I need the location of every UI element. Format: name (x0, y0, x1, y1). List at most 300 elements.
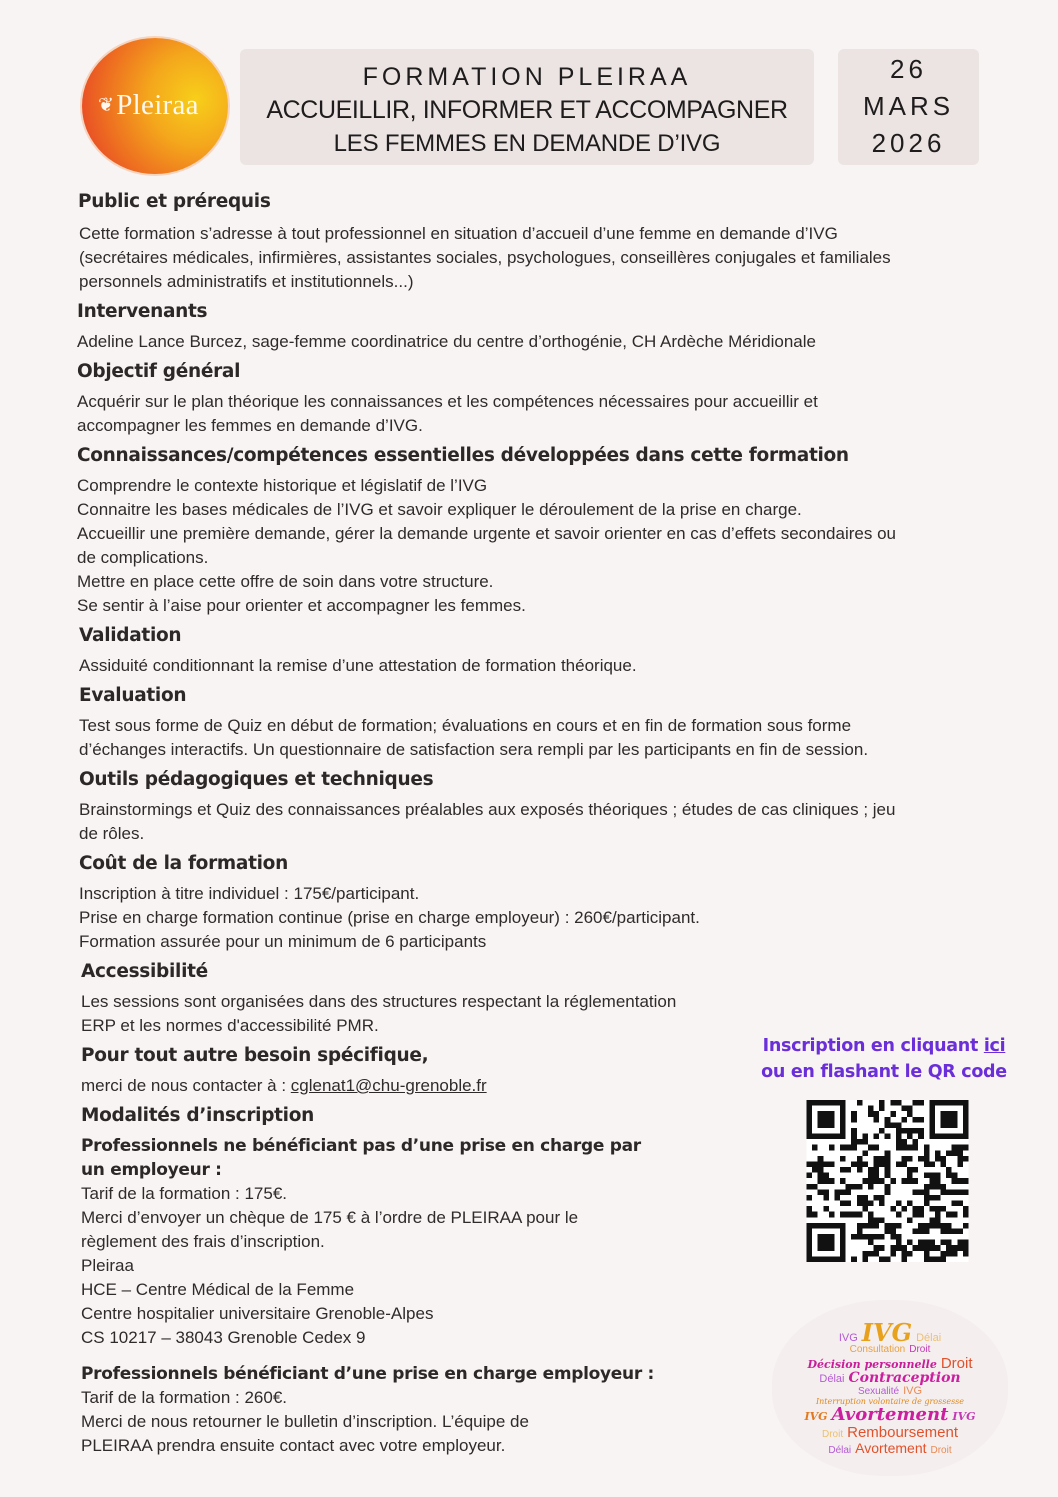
modalites-sub1-line: CS 10217 – 38043 Grenoble Cedex 9 (81, 1328, 366, 1347)
qr-module (868, 1223, 874, 1229)
qr-module (807, 1111, 813, 1117)
qr-module (823, 1122, 829, 1128)
qr-module (963, 1156, 969, 1162)
qr-module (874, 1234, 880, 1240)
cloud-word: IVG (804, 1409, 828, 1423)
qr-module (857, 1201, 863, 1207)
qr-module (896, 1100, 902, 1106)
objectif-line: accompagner les femmes en demande d’IVG. (77, 416, 423, 435)
date-day: 26 (890, 54, 927, 84)
qr-module (896, 1201, 902, 1207)
qr-module (874, 1245, 880, 1251)
qr-module (924, 1156, 930, 1162)
qr-module (935, 1245, 941, 1251)
qr-module (874, 1217, 880, 1223)
qr-module (885, 1161, 891, 1167)
modalites-sub1-line: HCE – Centre Médical de la Femme (81, 1280, 355, 1299)
qr-module (913, 1189, 919, 1195)
qr-module (840, 1167, 846, 1173)
qr-module (935, 1100, 941, 1106)
qr-module (807, 1234, 813, 1240)
cloud-row (819, 1371, 960, 1386)
qr-module (918, 1206, 924, 1212)
qr-module (818, 1173, 824, 1179)
cloud-word: Avortement (855, 1439, 927, 1456)
qr-module (823, 1234, 829, 1240)
qr-module (840, 1134, 846, 1140)
qr-module (823, 1189, 829, 1195)
qr-module (929, 1240, 935, 1246)
qr-module (896, 1212, 902, 1218)
cloud-word: Délai (819, 1373, 845, 1386)
qr-module (941, 1111, 947, 1117)
qr-module (829, 1161, 835, 1167)
qr-module (901, 1145, 907, 1151)
qr-module (957, 1201, 963, 1207)
modalites-sub2-line: Tarif de la formation : 260€. (81, 1388, 288, 1407)
qr-module (823, 1206, 829, 1212)
qr-module (913, 1228, 919, 1234)
qr-module (901, 1251, 907, 1257)
qr-module (874, 1223, 880, 1229)
qr-module (807, 1223, 813, 1229)
modalites-sub1-line: Pleiraa (81, 1256, 134, 1275)
qr-module (812, 1161, 818, 1167)
qr-module (840, 1223, 846, 1229)
qr-module (851, 1134, 857, 1140)
qr-module (957, 1228, 963, 1234)
qr-module (952, 1173, 958, 1179)
qr-module (818, 1156, 824, 1162)
qr-module (924, 1223, 930, 1229)
qr-module (941, 1206, 947, 1212)
qr-module (818, 1234, 824, 1240)
qr-module (913, 1178, 919, 1184)
cloud-row (858, 1386, 922, 1398)
qr-module (946, 1122, 952, 1128)
qr-module (812, 1167, 818, 1173)
qr-module (935, 1256, 941, 1262)
section-title-cout: Coût de la formation (79, 853, 288, 874)
inscription-callout (750, 1033, 1018, 1085)
qr-module (941, 1228, 947, 1234)
qr-module (963, 1134, 969, 1140)
qr-module (941, 1189, 947, 1195)
qr-module (901, 1117, 907, 1123)
qr-module (812, 1184, 818, 1190)
qr-module (896, 1145, 902, 1151)
qr-module (952, 1134, 958, 1140)
cloud-word: Contraception (848, 1370, 961, 1387)
qr-module (807, 1206, 813, 1212)
outils-line: Brainstormings et Quiz des connaissances préalables aux exposés théoriques ; études de cas cliniques ; jeu (79, 800, 896, 819)
qr-module (823, 1195, 829, 1201)
qr-module (896, 1245, 902, 1251)
modalites-sub1-line: Centre hospitalier universitaire Grenoble-Alpes (81, 1304, 434, 1323)
qr-module (857, 1139, 863, 1145)
qr-module (840, 1201, 846, 1207)
cloud-word: Délai (828, 1444, 852, 1456)
cloud-word: Consultation (849, 1344, 906, 1356)
qr-module (918, 1117, 924, 1123)
qr-module (941, 1161, 947, 1167)
qr-module (879, 1201, 885, 1207)
qr-module (868, 1173, 874, 1179)
qr-module (929, 1173, 935, 1179)
qr-module (851, 1128, 857, 1134)
qr-module (885, 1134, 891, 1140)
qr-module (935, 1150, 941, 1156)
contact-line (81, 1074, 487, 1098)
qr-module (807, 1184, 813, 1190)
qr-module (868, 1234, 874, 1240)
date-year: 2026 (871, 128, 946, 158)
qr-module (957, 1134, 963, 1140)
qr-module (952, 1122, 958, 1128)
qr-module (907, 1201, 913, 1207)
qr-module (829, 1223, 835, 1229)
qr-module (829, 1240, 835, 1246)
section-title-modalites: Modalités d’inscription (81, 1105, 315, 1126)
qr-module (807, 1251, 813, 1257)
qr-module (823, 1111, 829, 1117)
public-line: Cette formation s’adresse à tout professionnel en situation d’accueil d’une femme en demande d’IVG (79, 224, 838, 243)
modalites-sub1-title: un employeur : (81, 1160, 222, 1180)
cloud-row (808, 1356, 973, 1372)
qr-module (818, 1245, 824, 1251)
qr-module (823, 1173, 829, 1179)
qr-module (924, 1251, 930, 1257)
qr-module (868, 1106, 874, 1112)
qr-module (901, 1178, 907, 1184)
qr-module (913, 1167, 919, 1173)
qr-module (963, 1100, 969, 1106)
qr-module (862, 1251, 868, 1257)
qr-module (834, 1189, 840, 1195)
qr-module (823, 1178, 829, 1184)
qr-module (840, 1178, 846, 1184)
qr-module (935, 1134, 941, 1140)
qr-module (874, 1117, 880, 1123)
qr-module (946, 1100, 952, 1106)
qr-module (946, 1212, 952, 1218)
qr-module (941, 1156, 947, 1162)
qr-module (829, 1234, 835, 1240)
qr-module (807, 1212, 813, 1218)
qr-module (957, 1240, 963, 1246)
qr-module (901, 1206, 907, 1212)
qr-module (896, 1240, 902, 1246)
qr-module (868, 1184, 874, 1190)
qr-module (868, 1217, 874, 1223)
qr-module (885, 1167, 891, 1173)
qr-module (952, 1111, 958, 1117)
contact-prefix: merci de nous contacter à : (81, 1076, 291, 1095)
cloud-word: IVG (903, 1385, 923, 1398)
inscription-prefix: Inscription en cliquant (762, 1036, 984, 1056)
qr-module (918, 1223, 924, 1229)
validation-line: Assiduité conditionnant la remise d’une attestation de formation théorique. (79, 656, 637, 675)
qr-module (957, 1178, 963, 1184)
date-month: MARS (862, 91, 955, 121)
cloud-row (804, 1403, 976, 1425)
cloud-word: IVG (838, 1331, 858, 1344)
qr-module (929, 1106, 935, 1112)
qr-module (857, 1167, 863, 1173)
qr-module (818, 1161, 824, 1167)
modalites-sub1-line: Merci d’envoyer un chèque de 175 € à l’ordre de PLEIRAA pour le (81, 1208, 579, 1227)
qr-module (952, 1189, 958, 1195)
qr-module (913, 1117, 919, 1123)
qr-module (941, 1100, 947, 1106)
qr-module (929, 1128, 935, 1134)
qr-module (952, 1201, 958, 1207)
qr-module (851, 1184, 857, 1190)
qr-module (885, 1256, 891, 1262)
qr-module (929, 1134, 935, 1140)
qr-module (896, 1128, 902, 1134)
cout-line: Prise en charge formation continue (prise en charge employeur) : 260€/participant. (79, 908, 700, 927)
qr-module (823, 1100, 829, 1106)
cout-line: Inscription à titre individuel : 175€/participant. (79, 884, 420, 903)
qr-module (901, 1256, 907, 1262)
qr-module (913, 1245, 919, 1251)
qr-module (829, 1100, 835, 1106)
qr-module (941, 1184, 947, 1190)
qr-module (963, 1145, 969, 1151)
qr-module (907, 1111, 913, 1117)
qr-module (918, 1156, 924, 1162)
qr-module (918, 1189, 924, 1195)
qr-module (840, 1100, 846, 1106)
qr-module (851, 1117, 857, 1123)
qr-module (929, 1217, 935, 1223)
qr-module (834, 1134, 840, 1140)
qr-module (823, 1161, 829, 1167)
tree-icon: ❦ (98, 95, 115, 116)
qr-module (890, 1228, 896, 1234)
qr-module (941, 1134, 947, 1140)
public-line: personnels administratifs et institutionnels...) (79, 272, 414, 291)
outils-line: de rôles. (79, 824, 145, 843)
qr-module (829, 1122, 835, 1128)
qr-module (929, 1256, 935, 1262)
qr-module (946, 1240, 952, 1246)
qr-module (879, 1161, 885, 1167)
qr-module (846, 1212, 852, 1218)
qr-module (924, 1184, 930, 1190)
qr-module (879, 1128, 885, 1134)
qr-module (918, 1212, 924, 1218)
qr-module (941, 1122, 947, 1128)
qr-module (952, 1150, 958, 1156)
qr-module (935, 1206, 941, 1212)
qr-module (924, 1240, 930, 1246)
logo-name: Pleiraa (116, 89, 199, 121)
qr-module (907, 1156, 913, 1162)
qr-module (890, 1234, 896, 1240)
qr-module (924, 1173, 930, 1179)
qr-module (823, 1134, 829, 1140)
qr-module (840, 1156, 846, 1162)
qr-module (885, 1189, 891, 1195)
modalites-sub1-title: Professionnels ne bénéficiant pas d’une prise en charge par (81, 1136, 641, 1156)
qr-module (840, 1145, 846, 1151)
qr-module (963, 1117, 969, 1123)
qr-module (952, 1251, 958, 1257)
qr-module (807, 1245, 813, 1251)
qr-module (963, 1106, 969, 1112)
section-title-besoin: Pour tout autre besoin spécifique, (81, 1045, 429, 1066)
qr-module (907, 1106, 913, 1112)
qr-module (924, 1201, 930, 1207)
section-title-objectif: Objectif général (77, 361, 241, 382)
title-banner (240, 49, 814, 165)
qr-module (913, 1139, 919, 1145)
qr-module (840, 1234, 846, 1240)
qr-module (862, 1195, 868, 1201)
word-cloud-image (772, 1300, 1008, 1476)
qr-module (946, 1117, 952, 1123)
inscription-link[interactable]: ici (983, 1036, 1006, 1056)
qr-module (862, 1201, 868, 1207)
qr-module (879, 1256, 885, 1262)
qr-module (818, 1100, 824, 1106)
objectif-line: Acquérir sur le plan théorique les connaissances et les compétences nécessaires pour accueillir et (77, 392, 818, 411)
qr-module (935, 1184, 941, 1190)
qr-code[interactable] (806, 1100, 969, 1262)
qr-module (929, 1245, 935, 1251)
qr-module (868, 1251, 874, 1257)
qr-module (857, 1161, 863, 1167)
qr-module (941, 1256, 947, 1262)
qr-module (851, 1139, 857, 1145)
modalites-sub2-title: Professionnels bénéficiant d’une prise en charge employeur : (81, 1364, 655, 1384)
qr-module (946, 1251, 952, 1257)
qr-module (840, 1106, 846, 1112)
qr-module (896, 1223, 902, 1229)
modalites-sub1-line: règlement des frais d’inscription. (81, 1232, 325, 1251)
modalites-sub1-line: Tarif de la formation : 175€. (81, 1184, 288, 1203)
qr-module (935, 1178, 941, 1184)
qr-module (834, 1256, 840, 1262)
cloud-word: Droit (930, 1444, 952, 1456)
qr-module (857, 1228, 863, 1234)
qr-module (907, 1134, 913, 1140)
qr-module (807, 1195, 813, 1201)
qr-module (851, 1212, 857, 1218)
competences-line: Comprendre le contexte historique et législatif de l’IVG (77, 476, 488, 495)
qr-module (840, 1122, 846, 1128)
qr-module (874, 1251, 880, 1257)
qr-module (840, 1212, 846, 1218)
qr-module (868, 1178, 874, 1184)
qr-module (818, 1178, 824, 1184)
qr-module (963, 1206, 969, 1212)
qr-module (874, 1111, 880, 1117)
title-line-3: LES FEMMES EN DEMANDE D’IVG (333, 130, 721, 157)
qr-module (818, 1240, 824, 1246)
qr-module (901, 1156, 907, 1162)
qr-module (857, 1223, 863, 1229)
qr-module (846, 1145, 852, 1151)
qr-module (890, 1251, 896, 1257)
qr-module (907, 1128, 913, 1134)
qr-module (957, 1156, 963, 1162)
qr-module (946, 1150, 952, 1156)
qr-module (929, 1184, 935, 1190)
qr-module (924, 1161, 930, 1167)
qr-module (823, 1256, 829, 1262)
qr-module (862, 1256, 868, 1262)
qr-module (812, 1256, 818, 1262)
qr-module (924, 1256, 930, 1262)
qr-module (952, 1178, 958, 1184)
qr-module (829, 1145, 835, 1151)
section-title-validation: Validation (79, 625, 182, 646)
qr-module (957, 1150, 963, 1156)
pleiraa-logo (82, 38, 228, 174)
qr-module (929, 1117, 935, 1123)
qr-module (834, 1223, 840, 1229)
qr-module (901, 1245, 907, 1251)
qr-module (952, 1145, 958, 1151)
qr-module (957, 1245, 963, 1251)
qr-module (941, 1251, 947, 1257)
section-title-competences: Connaissances/compétences essentielles développées dans cette formation (77, 445, 849, 466)
competences-line: Mettre en place cette offre de soin dans votre structure. (77, 572, 494, 591)
cloud-row (828, 1441, 951, 1457)
qr-module (879, 1106, 885, 1112)
qr-module (890, 1100, 896, 1106)
qr-module (890, 1245, 896, 1251)
qr-module (807, 1122, 813, 1128)
qr-module (946, 1223, 952, 1229)
qr-module (879, 1195, 885, 1201)
qr-module (851, 1111, 857, 1117)
qr-module (829, 1117, 835, 1123)
qr-module (952, 1117, 958, 1123)
qr-module (918, 1134, 924, 1140)
qr-module (874, 1195, 880, 1201)
qr-module (846, 1189, 852, 1195)
qr-module (929, 1206, 935, 1212)
qr-module (840, 1251, 846, 1257)
qr-module (946, 1134, 952, 1140)
contact-email-link[interactable]: cglenat1@chu-grenoble.fr (290, 1076, 487, 1095)
qr-module (818, 1134, 824, 1140)
qr-module (818, 1117, 824, 1123)
qr-module (901, 1161, 907, 1167)
qr-module (907, 1251, 913, 1257)
qr-module (963, 1212, 969, 1218)
qr-module (935, 1156, 941, 1162)
qr-module (935, 1195, 941, 1201)
qr-module (862, 1178, 868, 1184)
qr-module (952, 1212, 958, 1218)
qr-module (812, 1134, 818, 1140)
cloud-word: Avortement (831, 1403, 949, 1425)
qr-module (901, 1106, 907, 1112)
qr-module (929, 1223, 935, 1229)
qr-module (913, 1145, 919, 1151)
qr-module (823, 1245, 829, 1251)
qr-module (879, 1156, 885, 1162)
qr-module (829, 1134, 835, 1140)
qr-module (812, 1223, 818, 1229)
inscription-line-2: ou en flashant le QR code (761, 1062, 1007, 1082)
qr-module (885, 1156, 891, 1162)
